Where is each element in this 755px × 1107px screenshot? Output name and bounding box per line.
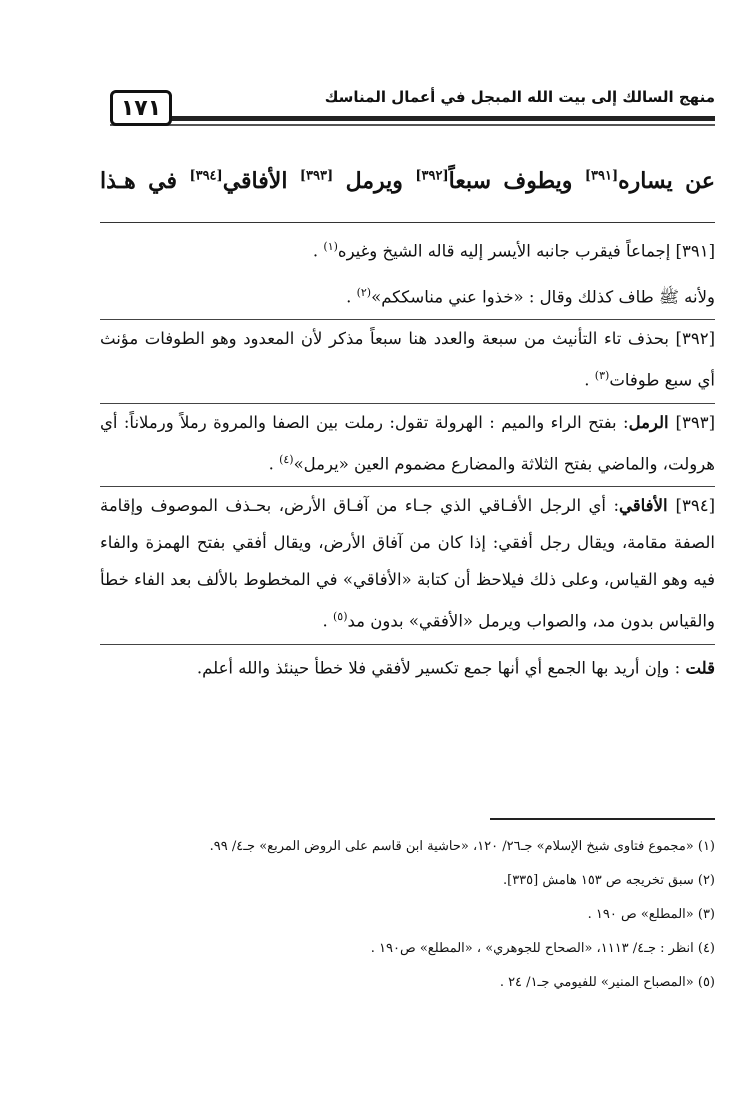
commentary-393: [٣٩٣] الرمل: بفتح الراء والميم : الهرولة تقول: رملت بين الصفا والمروة رملاً ورملاناً: أي هرولت، والماضي بفتح الثلاثة والمضارع مضموم العين «يرمل»$^{(٤)}$ . — [100, 412, 715, 473]
main-segment: الأفاقي — [222, 168, 288, 194]
footnote-2: (٢) سبق تخريجه ص ١٥٣ هامش [٣٣٥]. — [502, 873, 715, 888]
commentary-391: [٣٩١] إجماعاً فيقرب جانبه الأيسر إليه قاله الشيخ وغيره$^{(١)}$ . — [312, 240, 715, 261]
header-rule-thick — [110, 116, 715, 121]
header-rule-thin — [110, 124, 715, 126]
footnote-5: (٥) «المصباح المنير» للفيومي جـ١/ ٢٤ . — [499, 975, 715, 990]
main-segment: في هـذا — [100, 168, 177, 194]
footnote-4: (٤) انظر : جـ٤/ ١١١٣، «الصحاح للجوهري» ، «المطلع» ص١٩٠ . — [370, 941, 715, 956]
commentary-394: [٣٩٤] الأفاقي: أي الرجل الأفـاقي الذي جـاء من آفـاق الأرض، بحـذف الموصوف وإقامة الصفة مقامة، ويقال رجل أفقي: إذا كان من آفاق الأرض، ويقال أفقي بفتح الهمزة والفاء فيه وهو القياس، وعلى ذلك فيلاحظ أن كتابة «الأفاقي» في المخطوط بالألف بعد الفاء خطأ والقياس بدون مد، والصواب ويرمل «الأفقي» بدون مد$^{(٥)}$ . — [100, 496, 715, 631]
page-header — [110, 78, 715, 130]
commentary-392: [٣٩٢] بحذف تاء التأنيث من سبعة والعدد هنا سبعاً مذكر لأن المعدود وهو الطوفات مؤنث أي سبع طوفات$^{(٣)}$ . — [100, 329, 715, 390]
main-text-line — [100, 168, 715, 194]
footnote-rule — [490, 818, 715, 820]
footnote-1: (١) «مجموع فتاوى شيخ الإسلام» جـ٢٦/ ١٢٠، «حاشية ابن قاسم على الروض المربع» جـ٤/ ٩٩. — [209, 839, 715, 854]
footnote-3: (٣) «المطلع» ص ١٩٠ . — [587, 907, 715, 922]
footnotes — [100, 830, 715, 1000]
main-separator — [100, 222, 715, 223]
page-number: ١٧١ — [110, 90, 172, 126]
main-ref: [٣٩٢] — [415, 168, 449, 184]
main-ref: [٣٩٣] — [299, 168, 334, 184]
commentary-qult: قلت : وإن أريد بها الجمع أي أنها جمع تكسير لأفقي فلا خطأ حينئذ والله أعلم. — [196, 658, 715, 677]
main-ref: [٣٩١] — [584, 168, 619, 184]
main-segment: ويرمل — [333, 168, 403, 194]
main-ref: [٣٩٤] — [189, 168, 223, 184]
commentary-391-continuation: ولأنه ﷺ طاف كذلك وقال : «خذوا عني مناسككم»$^{(٢)}$ . — [346, 285, 715, 306]
main-segment: ويطوف سبعاً — [448, 168, 573, 194]
commentary — [100, 228, 715, 690]
running-title: منهج السالك إلى بيت الله المبجل في أعمال المناسك — [324, 88, 715, 106]
main-segment: عن يساره — [618, 168, 715, 194]
